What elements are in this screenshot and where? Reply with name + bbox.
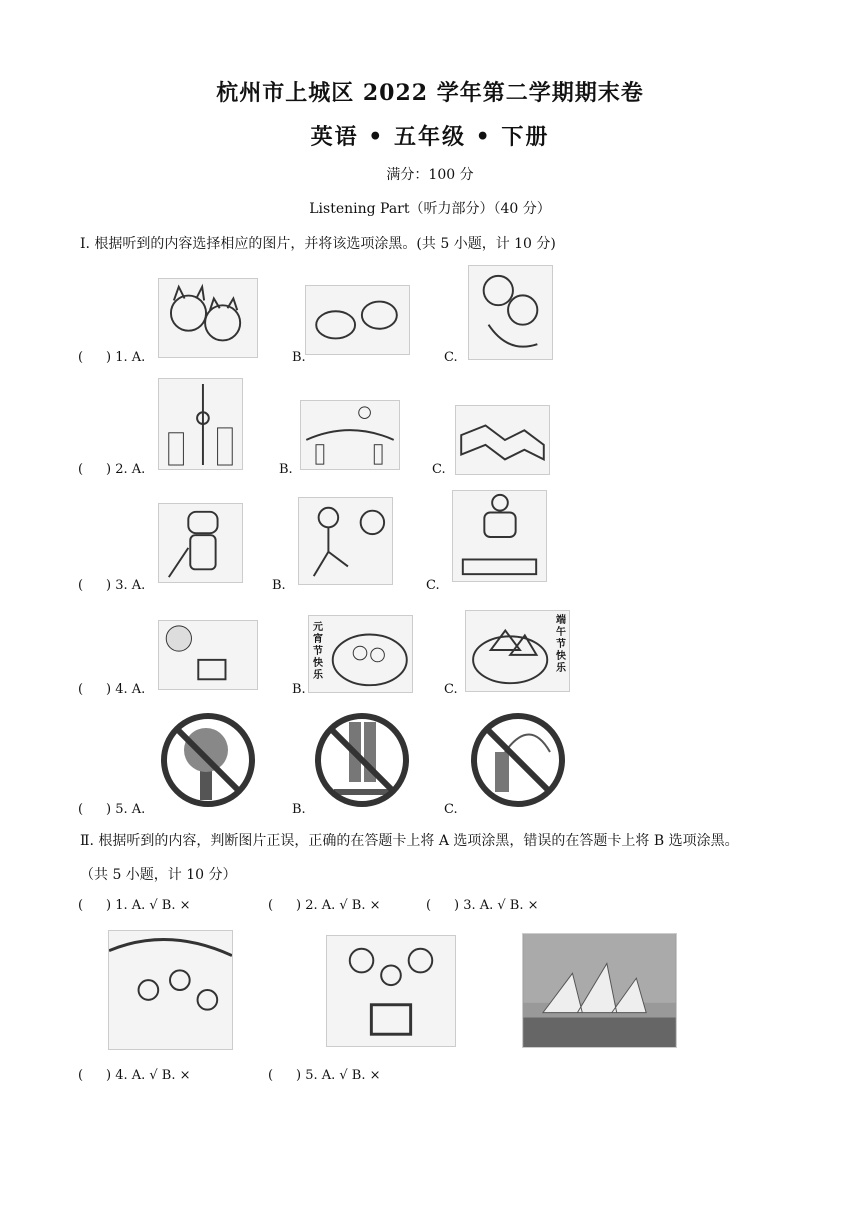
dogs-picture (305, 285, 410, 355)
question-label: ) 3. A. (106, 578, 146, 593)
option-b-label: B. (292, 802, 306, 817)
judge-label: ) 4. A. √ B. × (106, 1068, 191, 1083)
page-title: 杭州市上城区 2022 学年第二学期期末卷 (216, 80, 644, 106)
judge-label: ) 2. A. √ B. × (296, 898, 381, 913)
robot-football-picture (298, 497, 393, 585)
no-stepping-grass-sign (314, 712, 410, 808)
yuanxiao-picture (308, 615, 413, 693)
robot-cooking-picture (452, 490, 547, 582)
judge-label: ) 5. A. √ B. × (296, 1068, 381, 1083)
page-subtitle: 英语 • 五年级 • 下册 (310, 124, 550, 150)
section1-instruction: Ⅰ. 根据听到的内容选择相应的图片，并将该选项涂黑。(共 5 小题，计 10 分) (80, 236, 556, 252)
west-lake-picture (300, 400, 400, 470)
answer-paren[interactable]: ( (78, 578, 84, 593)
sydney-opera-house-picture (522, 933, 677, 1048)
duanwu-picture (465, 610, 570, 692)
shanghai-tower-picture (158, 378, 243, 470)
option-c-label: C. (432, 462, 446, 477)
no-tree-cutting-sign (160, 712, 256, 808)
option-c-label: C. (444, 350, 458, 365)
answer-paren[interactable]: ( (78, 682, 84, 697)
children-picking-fruit-picture (108, 930, 233, 1050)
monkeys-picture (468, 265, 553, 360)
yuanxiao-text: 元宵节快乐 (313, 622, 323, 681)
question-label: ) 5. A. (106, 802, 146, 817)
mid-autumn-picture (158, 620, 258, 690)
option-c-label: C. (426, 578, 440, 593)
option-b-label: B. (272, 578, 286, 593)
robot-vacuum-picture (158, 503, 243, 583)
answer-paren[interactable]: ( (78, 802, 84, 817)
duanwu-text: 端午节快乐 (556, 615, 566, 674)
option-b-label: B. (292, 350, 306, 365)
section2-note: （共 5 小题，计 10 分） (80, 867, 237, 883)
great-wall-picture (455, 405, 550, 475)
option-c-label: C. (444, 682, 458, 697)
option-c-label: C. (444, 802, 458, 817)
answer-paren[interactable]: ( (78, 898, 84, 913)
answer-paren[interactable]: ( (268, 898, 274, 913)
option-b-label: B. (292, 682, 306, 697)
judge-label: ) 3. A. √ B. × (454, 898, 539, 913)
judge-label: ) 1. A. √ B. × (106, 898, 191, 913)
family-watching-tv-picture (326, 935, 456, 1047)
option-b-label: B. (279, 462, 293, 477)
listening-part-heading: Listening Part（听力部分）（40 分） (309, 201, 551, 217)
question-label: ) 2. A. (106, 462, 146, 477)
answer-paren[interactable]: ( (78, 350, 84, 365)
full-score: 满分：100 分 (386, 167, 474, 183)
cats-picture (158, 278, 258, 358)
question-label: ) 4. A. (106, 682, 146, 697)
answer-paren[interactable]: ( (78, 462, 84, 477)
answer-paren[interactable]: ( (78, 1068, 84, 1083)
answer-paren[interactable]: ( (426, 898, 432, 913)
no-fishing-sign (470, 712, 566, 808)
answer-paren[interactable]: ( (268, 1068, 274, 1083)
question-label: ) 1. A. (106, 350, 146, 365)
section2-instruction: Ⅱ. 根据听到的内容，判断图片正误，正确的在答题卡上将 A 选项涂黑，错误的在答题卡上将 B 选项涂黑。 (80, 833, 739, 849)
